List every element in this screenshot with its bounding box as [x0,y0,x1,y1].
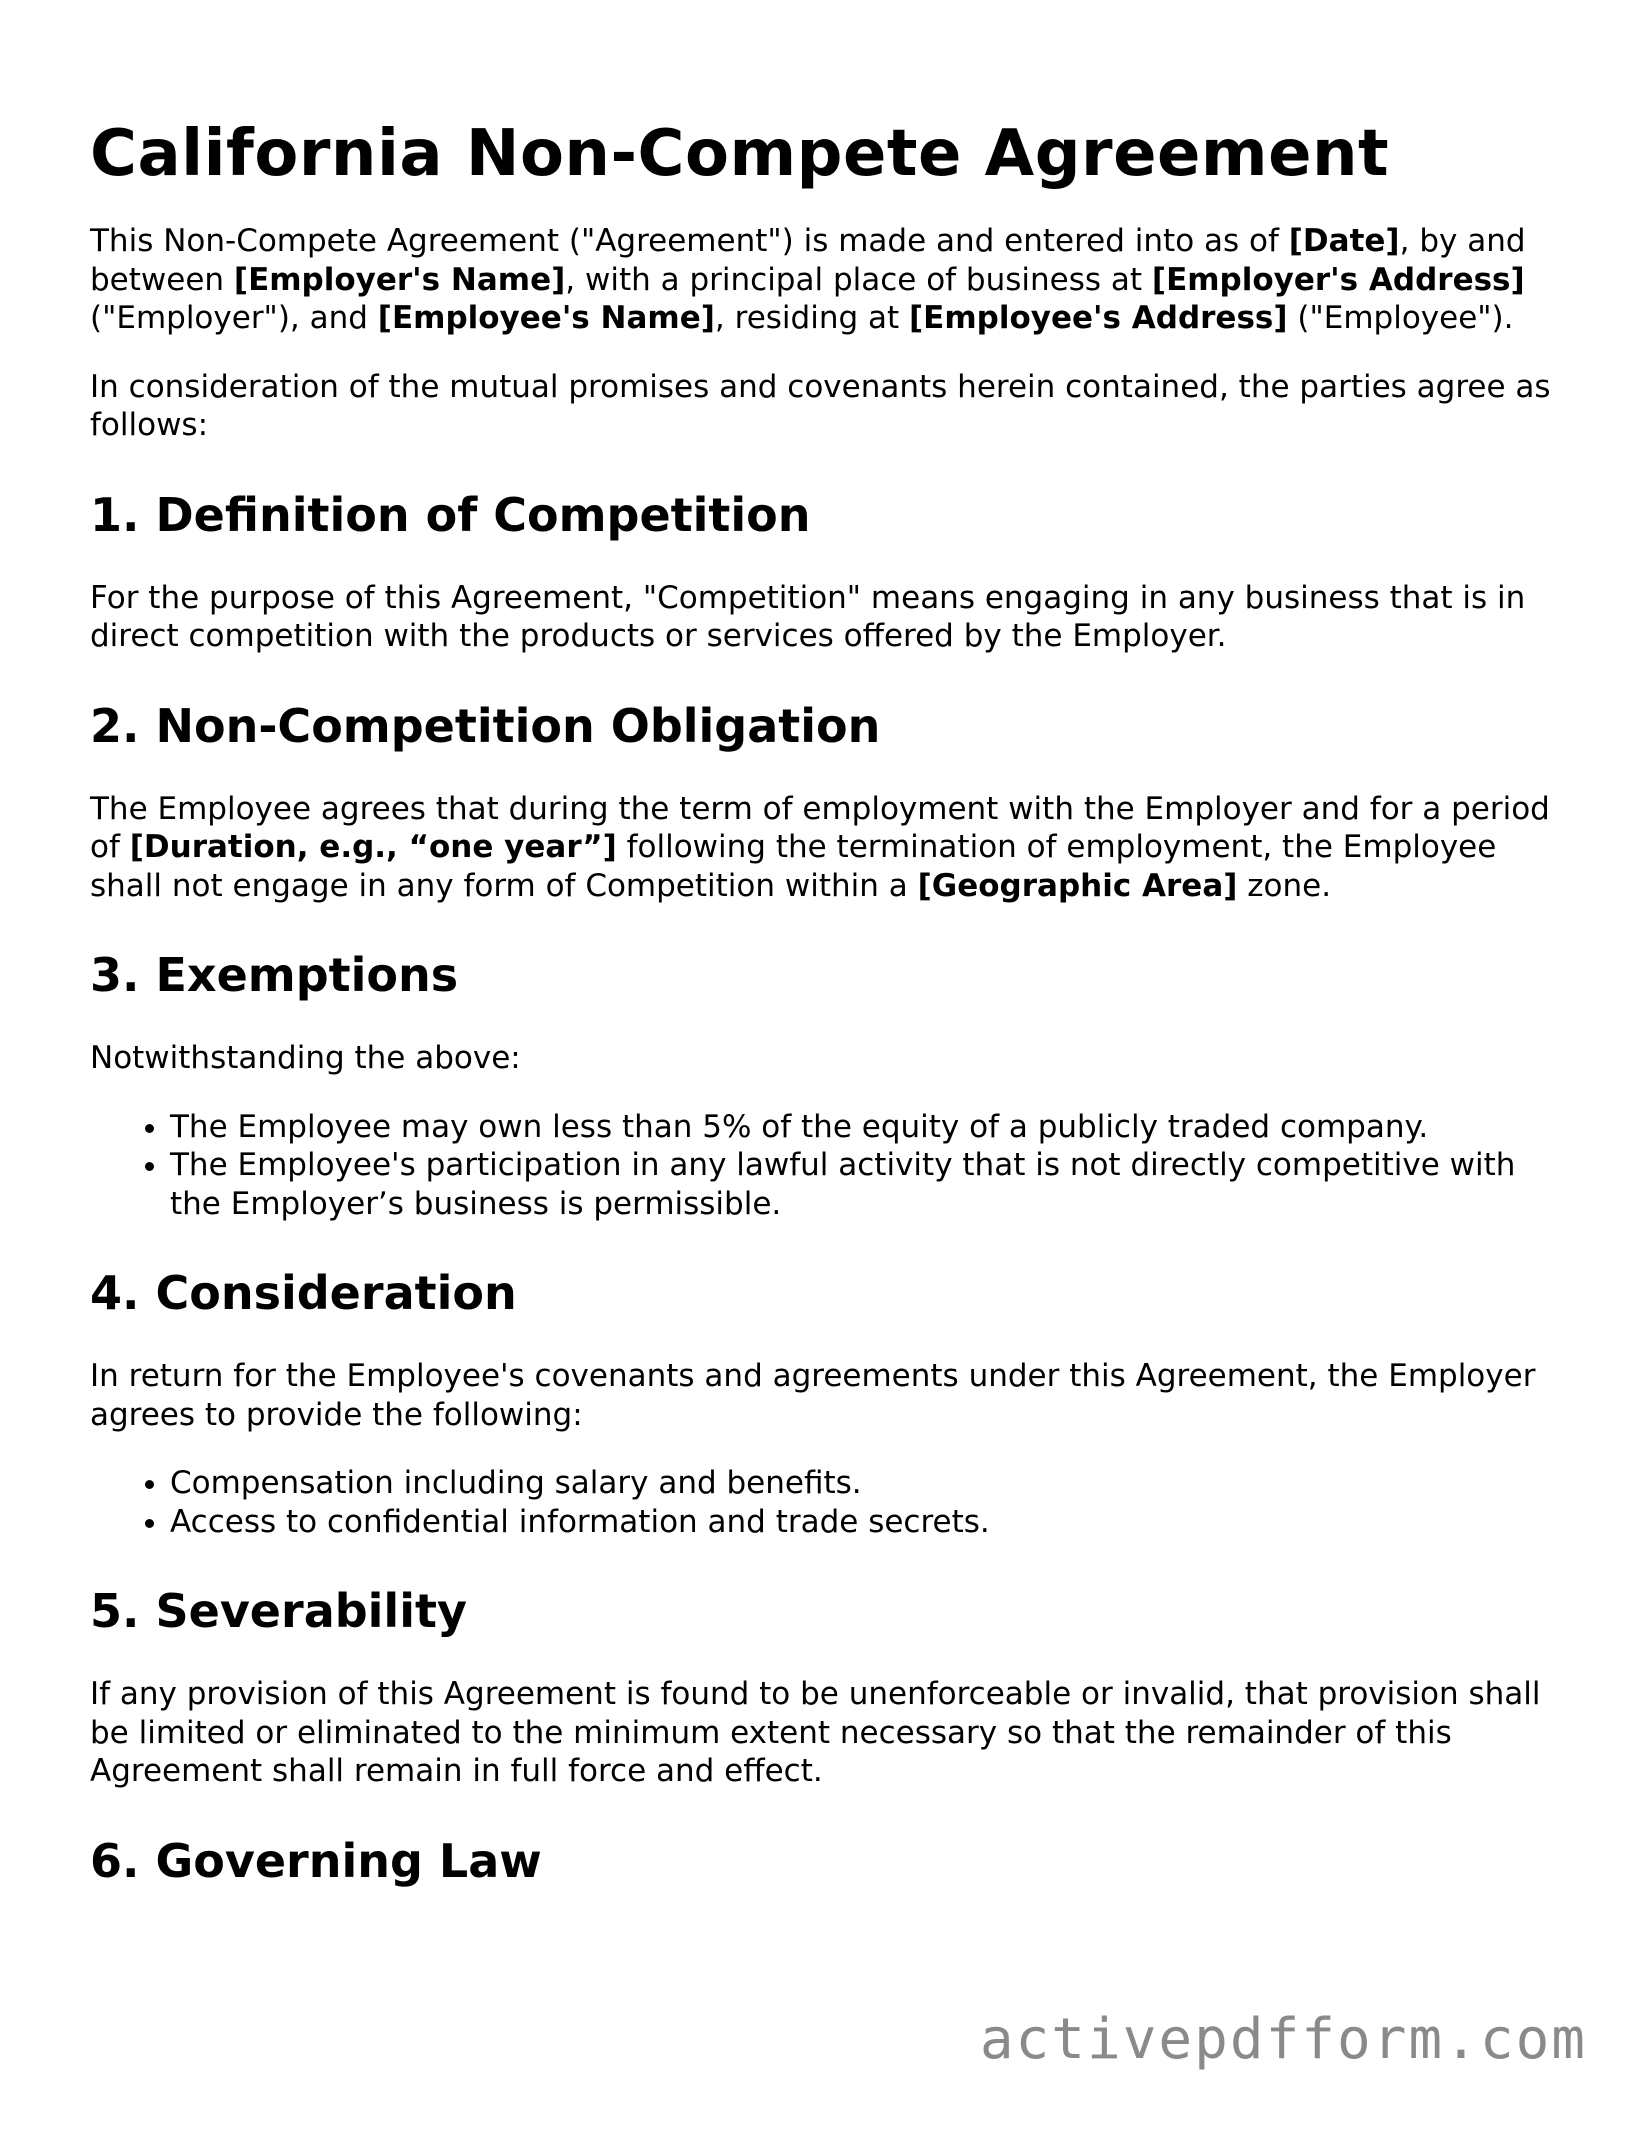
section-1-heading: 1. Definition of Competition [90,487,811,542]
section-4-body: In return for the Employee's covenants and agreements under this Agreement, the Employer agrees to provide the following: [90,1358,1536,1433]
employee-address-placeholder: [Employee's Address] [909,300,1288,336]
section-1-body: For the purpose of this Agreement, "Competition" means engaging in any business that is in direct competition with the products or services offered by the Employer. [90,579,1526,654]
section-2-heading: 2. Non-Competition Obligation [90,698,881,753]
exemptions-list [90,1108,1570,1224]
list-item: • The Employee may own less than 5% of the equity of a publicly traded company. [170,1108,1570,1147]
intro-text-6: ("Employee"). [1287,300,1514,336]
intro-text-4: ("Employer"), and [90,300,378,336]
date-placeholder: [Date] [1288,223,1400,259]
document-title: California Non-Compete Agreement [90,117,1390,191]
geographic-area-placeholder: [Geographic Area] [917,867,1238,904]
section-2-text-1: The Employee agrees that during the term of employment with the Employer and for a period of [90,790,1550,865]
employee-name-placeholder: [Employee's Name] [377,300,715,336]
section-6-heading: 6. Governing Law [90,1833,542,1888]
section-3-body: Notwithstanding the above: [90,1040,521,1076]
consideration-intro-paragraph: In consideration of the mutual promises and covenants herein contained, the parties agree as follows: [90,368,1551,443]
document-page [90,110,1570,1925]
intro-text-1: This Non-Compete Agreement ("Agreement") is made and entered into as of [90,223,1289,259]
list-item: • Compensation including salary and benefits. [170,1464,1570,1503]
intro-text-5: , residing at [714,300,910,336]
employer-name-placeholder: [Employer's Name] [233,261,566,298]
list-item: • The Employee's participation in any lawful activity that is not directly competitive with the Employer’s business is permissible. [170,1146,1570,1223]
duration-placeholder: [Duration, e.g., “one year”] [129,829,617,865]
section-2-text-2: following the termination of employment, the Employee shall not engage in any form of Competition within a [90,829,1497,904]
intro-paragraph [90,222,1570,338]
employer-address-placeholder: [Employer's Address] [1151,261,1525,298]
section-4-heading: 4. Consideration [90,1266,517,1320]
section-5-heading: 5. Severability [90,1584,467,1638]
intro-text-3: , with a principal place of business at [565,261,1152,298]
section-2-body [90,790,1570,906]
section-2-text-3: zone. [1237,867,1332,904]
section-3-heading: 3. Exemptions [90,948,459,1002]
watermark: activepdfform.com [979,2007,1587,2072]
intro-text-2: , by and between [90,223,1526,298]
list-item: • Access to confidential information and trade secrets. [170,1503,1570,1542]
section-5-body: If any provision of this Agreement is found to be unenforceable or invalid, that provision shall be limited or eliminated to the minimum extent necessary so that the remainder of this Agreement shall remain in full force and effect. [90,1676,1541,1789]
consideration-list [90,1464,1570,1541]
